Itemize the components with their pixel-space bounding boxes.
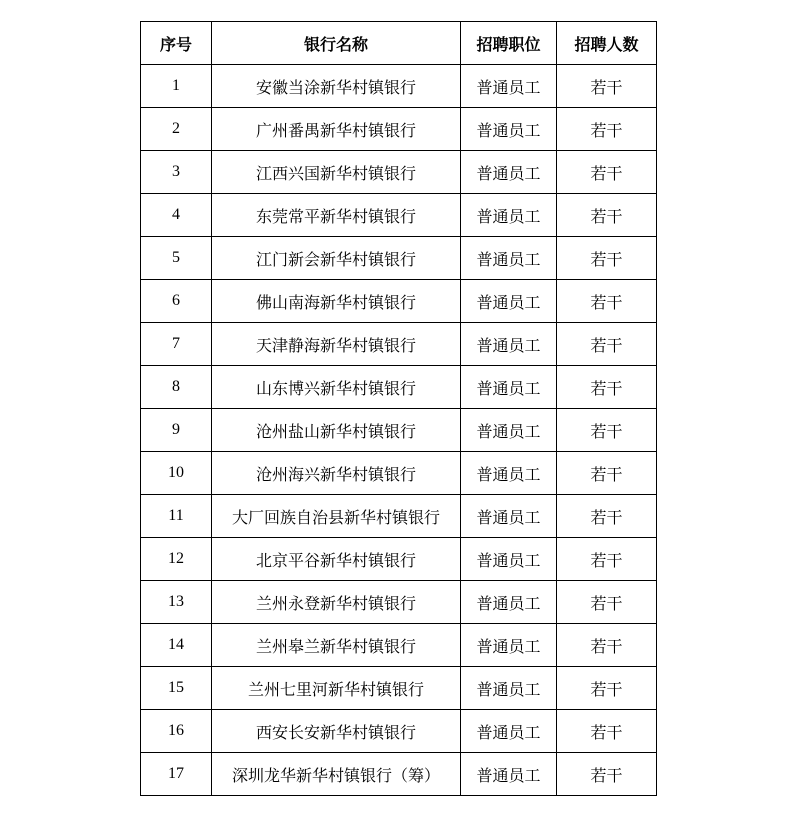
cell-position: 普通员工: [461, 624, 557, 667]
table-row: [141, 667, 657, 710]
cell-seq: 15: [141, 667, 212, 710]
cell-count: 若干: [557, 108, 657, 151]
cell-position: 普通员工: [461, 409, 557, 452]
cell-seq: 16: [141, 710, 212, 753]
cell-bank-name: 兰州永登新华村镇银行: [212, 581, 461, 624]
cell-seq: 7: [141, 323, 212, 366]
table-row: [141, 538, 657, 581]
cell-seq: 12: [141, 538, 212, 581]
cell-position: 普通员工: [461, 194, 557, 237]
cell-bank-name: 兰州七里河新华村镇银行: [212, 667, 461, 710]
cell-bank-name: 佛山南海新华村镇银行: [212, 280, 461, 323]
cell-bank-name: 广州番禺新华村镇银行: [212, 108, 461, 151]
header-position: 招聘职位: [461, 22, 557, 65]
table-row: [141, 108, 657, 151]
cell-count: 若干: [557, 452, 657, 495]
cell-count: 若干: [557, 667, 657, 710]
header-row: [141, 22, 657, 65]
cell-count: 若干: [557, 624, 657, 667]
cell-count: 若干: [557, 194, 657, 237]
cell-bank-name: 西安长安新华村镇银行: [212, 710, 461, 753]
cell-count: 若干: [557, 280, 657, 323]
table-row: [141, 710, 657, 753]
cell-bank-name: 大厂回族自治县新华村镇银行: [212, 495, 461, 538]
cell-bank-name: 山东博兴新华村镇银行: [212, 366, 461, 409]
cell-position: 普通员工: [461, 366, 557, 409]
cell-seq: 3: [141, 151, 212, 194]
cell-count: 若干: [557, 495, 657, 538]
table-row: [141, 280, 657, 323]
cell-bank-name: 兰州皋兰新华村镇银行: [212, 624, 461, 667]
table-row: [141, 237, 657, 280]
cell-seq: 2: [141, 108, 212, 151]
cell-bank-name: 江西兴国新华村镇银行: [212, 151, 461, 194]
table-row: [141, 581, 657, 624]
table-header: [141, 22, 657, 65]
cell-count: 若干: [557, 581, 657, 624]
table-row: [141, 495, 657, 538]
table-row: [141, 452, 657, 495]
cell-count: 若干: [557, 710, 657, 753]
table-row: [141, 409, 657, 452]
table-row: [141, 366, 657, 409]
cell-bank-name: 东莞常平新华村镇银行: [212, 194, 461, 237]
cell-bank-name: 沧州盐山新华村镇银行: [212, 409, 461, 452]
cell-seq: 6: [141, 280, 212, 323]
cell-bank-name: 北京平谷新华村镇银行: [212, 538, 461, 581]
cell-position: 普通员工: [461, 495, 557, 538]
cell-seq: 10: [141, 452, 212, 495]
cell-bank-name: 江门新会新华村镇银行: [212, 237, 461, 280]
cell-count: 若干: [557, 323, 657, 366]
cell-position: 普通员工: [461, 753, 557, 796]
table-row: [141, 65, 657, 108]
cell-seq: 1: [141, 65, 212, 108]
cell-position: 普通员工: [461, 65, 557, 108]
cell-position: 普通员工: [461, 280, 557, 323]
cell-count: 若干: [557, 366, 657, 409]
cell-seq: 13: [141, 581, 212, 624]
table-row: [141, 151, 657, 194]
table-row: [141, 624, 657, 667]
cell-position: 普通员工: [461, 452, 557, 495]
cell-position: 普通员工: [461, 151, 557, 194]
header-count: 招聘人数: [557, 22, 657, 65]
cell-count: 若干: [557, 753, 657, 796]
cell-bank-name: 深圳龙华新华村镇银行（筹）: [212, 753, 461, 796]
cell-position: 普通员工: [461, 581, 557, 624]
cell-seq: 9: [141, 409, 212, 452]
cell-position: 普通员工: [461, 323, 557, 366]
cell-seq: 14: [141, 624, 212, 667]
table-row: [141, 194, 657, 237]
cell-position: 普通员工: [461, 237, 557, 280]
cell-bank-name: 沧州海兴新华村镇银行: [212, 452, 461, 495]
cell-seq: 5: [141, 237, 212, 280]
cell-position: 普通员工: [461, 538, 557, 581]
cell-seq: 11: [141, 495, 212, 538]
cell-position: 普通员工: [461, 108, 557, 151]
table-row: [141, 323, 657, 366]
table-body: [141, 65, 657, 796]
header-seq: 序号: [141, 22, 212, 65]
cell-count: 若干: [557, 409, 657, 452]
cell-seq: 8: [141, 366, 212, 409]
cell-seq: 17: [141, 753, 212, 796]
table-row: [141, 753, 657, 796]
cell-position: 普通员工: [461, 710, 557, 753]
cell-count: 若干: [557, 151, 657, 194]
cell-bank-name: 天津静海新华村镇银行: [212, 323, 461, 366]
cell-count: 若干: [557, 538, 657, 581]
cell-bank-name: 安徽当涂新华村镇银行: [212, 65, 461, 108]
cell-seq: 4: [141, 194, 212, 237]
cell-position: 普通员工: [461, 667, 557, 710]
cell-count: 若干: [557, 65, 657, 108]
recruitment-table: [140, 21, 657, 796]
header-bank-name: 银行名称: [212, 22, 461, 65]
cell-count: 若干: [557, 237, 657, 280]
